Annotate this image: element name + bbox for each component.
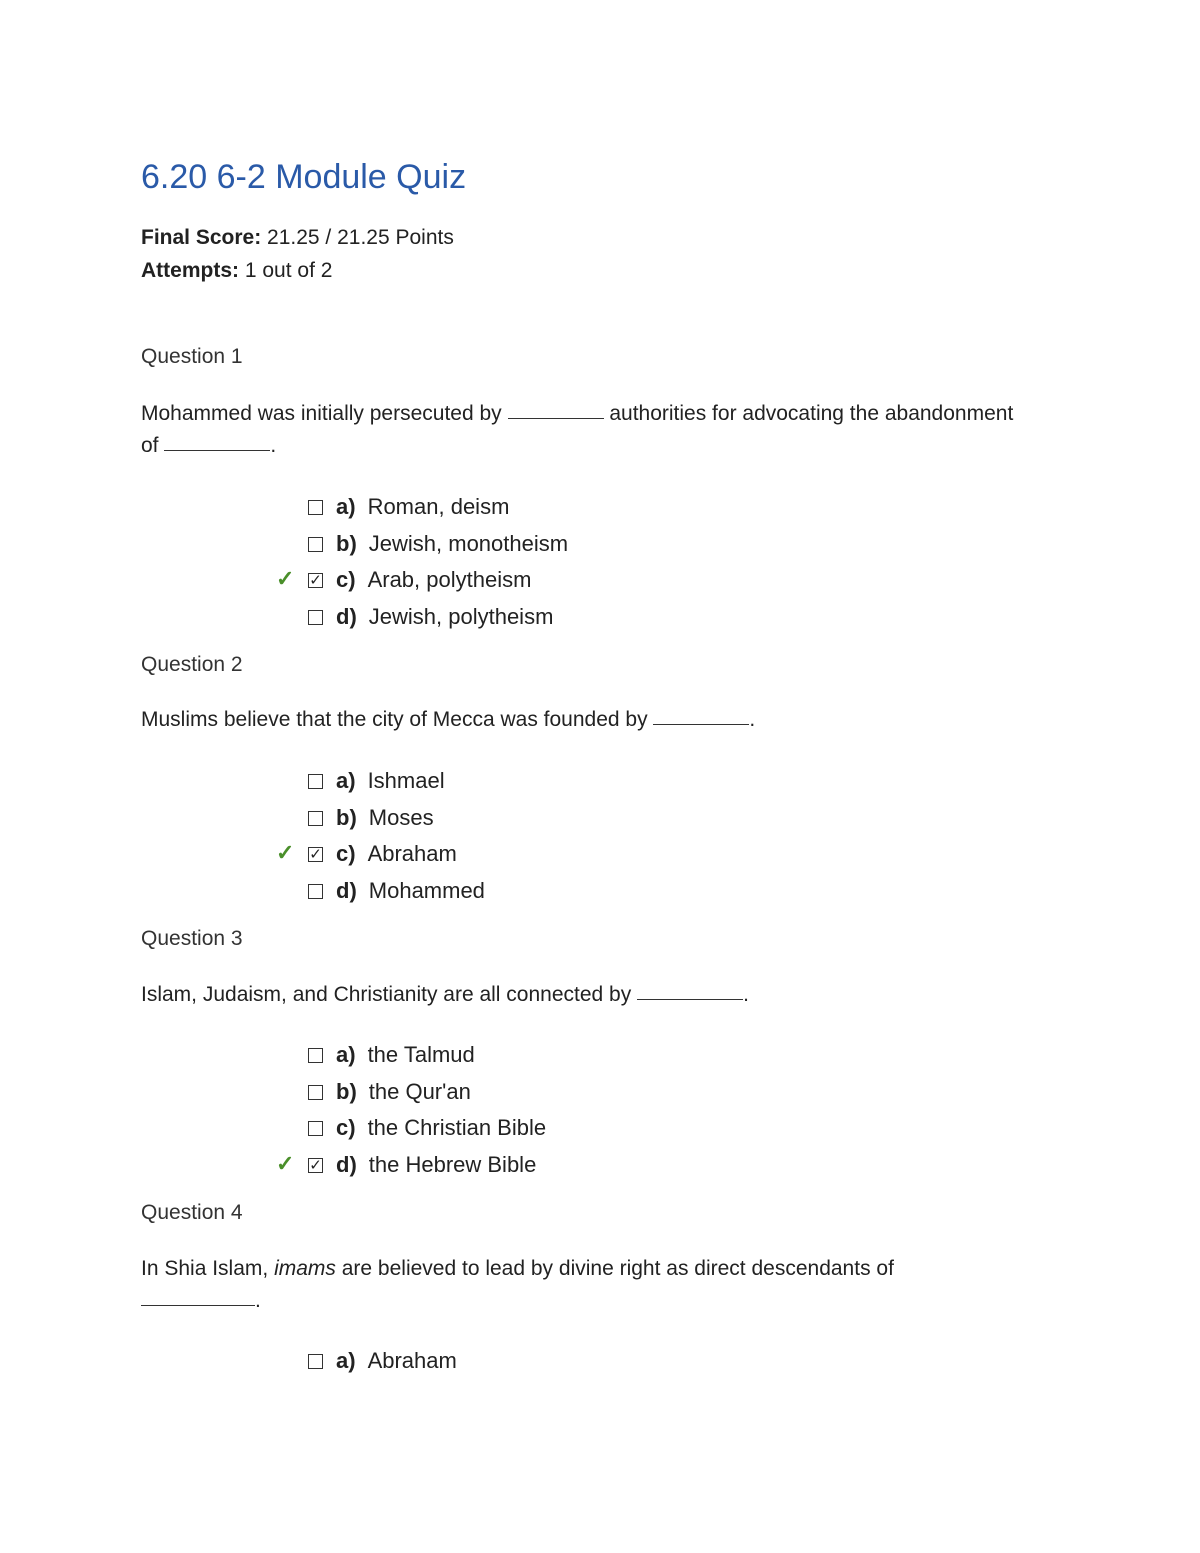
final-score [141,226,454,250]
option-text: Jewish, polytheism [368,604,554,629]
answer-blank [164,449,270,451]
answer-option[interactable] [308,766,445,796]
option-text: Moses [368,805,434,830]
unchecked-box-icon[interactable] [308,884,323,899]
unchecked-box-icon[interactable] [308,1085,323,1100]
final-score-label: Final Score: [141,226,262,249]
option-letter: d) [336,1152,357,1177]
option-letter: b) [336,805,357,830]
answer-option[interactable] [308,492,509,522]
answer-option[interactable] [308,1346,457,1376]
option-text: the Hebrew Bible [368,1152,537,1177]
option-text: Ishmael [367,768,445,793]
option-text: Mohammed [368,878,485,903]
checkmark-icon: ✓ [276,566,295,591]
question-text-part: are believed to lead by divine right as direct descendants of [335,1257,894,1280]
answer-option[interactable] [308,1077,471,1107]
question-text-part: Mohammed was initially persecuted by [141,402,508,425]
option-text: the Talmud [367,1042,475,1067]
checkmark-icon: ✓ [276,1151,295,1176]
answer-blank [141,1304,255,1306]
question-text-italic: imams [274,1257,336,1280]
answer-option[interactable] [308,876,485,906]
option-text: Roman, deism [367,494,510,519]
answer-option[interactable] [308,529,568,559]
option-letter: a) [336,1348,356,1373]
unchecked-box-icon[interactable] [308,537,323,552]
option-text: the Christian Bible [367,1115,547,1140]
answer-blank [653,723,749,725]
question-text [141,1253,1021,1317]
option-letter: c) [336,841,356,866]
attempts [141,259,332,283]
question-text [141,704,1021,736]
question-text-part: . [749,708,756,731]
option-text: Jewish, monotheism [368,531,569,556]
final-score-value: 21.25 / 21.25 Points [267,226,454,249]
attempts-label: Attempts: [141,259,239,282]
question-text-part: . [255,1289,261,1312]
question-heading: Question 2 [141,653,243,676]
option-text: Abraham [367,841,457,866]
option-letter: d) [336,878,357,903]
question-heading: Question 4 [141,1201,243,1224]
option-letter: a) [336,494,356,519]
unchecked-box-icon[interactable] [308,500,323,515]
option-letter: d) [336,604,357,629]
question-text-part: . [270,434,277,457]
checked-box-icon[interactable]: ✓ [309,845,322,863]
question-text-part: Islam, Judaism, and Christianity are all connected by [141,983,638,1006]
question-text-part: Muslims believe that the city of Mecca was founded by [141,708,654,731]
answer-option[interactable] [308,565,531,595]
answer-option[interactable] [308,1040,475,1070]
answer-option[interactable] [308,803,434,833]
option-letter: a) [336,1042,356,1067]
answer-option[interactable] [308,602,553,632]
answer-option[interactable] [308,839,457,869]
unchecked-box-icon[interactable] [308,811,323,826]
unchecked-box-icon[interactable] [308,774,323,789]
option-letter: b) [336,531,357,556]
unchecked-box-icon[interactable] [308,1354,323,1369]
question-text [141,979,1021,1011]
option-letter: c) [336,1115,356,1140]
answer-option[interactable] [308,1150,536,1180]
checked-box-icon[interactable]: ✓ [309,571,322,589]
answer-option[interactable] [308,1113,546,1143]
unchecked-box-icon[interactable] [308,1121,323,1136]
checkmark-icon: ✓ [276,840,295,865]
option-letter: b) [336,1079,357,1104]
option-text: Arab, polytheism [367,567,532,592]
answer-blank [508,417,604,419]
option-text: the Qur'an [368,1079,471,1104]
page-title: 6.20 6-2 Module Quiz [141,158,467,196]
unchecked-box-icon[interactable] [308,610,323,625]
answer-blank [637,998,743,1000]
question-text-part: authorities for advocating the abandonment of [141,402,1014,457]
question-text-part: In Shia Islam, [141,1257,275,1280]
attempts-value: 1 out of 2 [244,259,333,282]
question-text-part: . [743,983,749,1006]
checked-box-icon[interactable]: ✓ [309,1156,322,1174]
question-text [141,398,1021,462]
unchecked-box-icon[interactable] [308,1048,323,1063]
option-letter: c) [336,567,356,592]
question-heading: Question 1 [141,345,243,368]
option-letter: a) [336,768,356,793]
question-heading: Question 3 [141,927,243,950]
option-text: Abraham [367,1348,457,1373]
